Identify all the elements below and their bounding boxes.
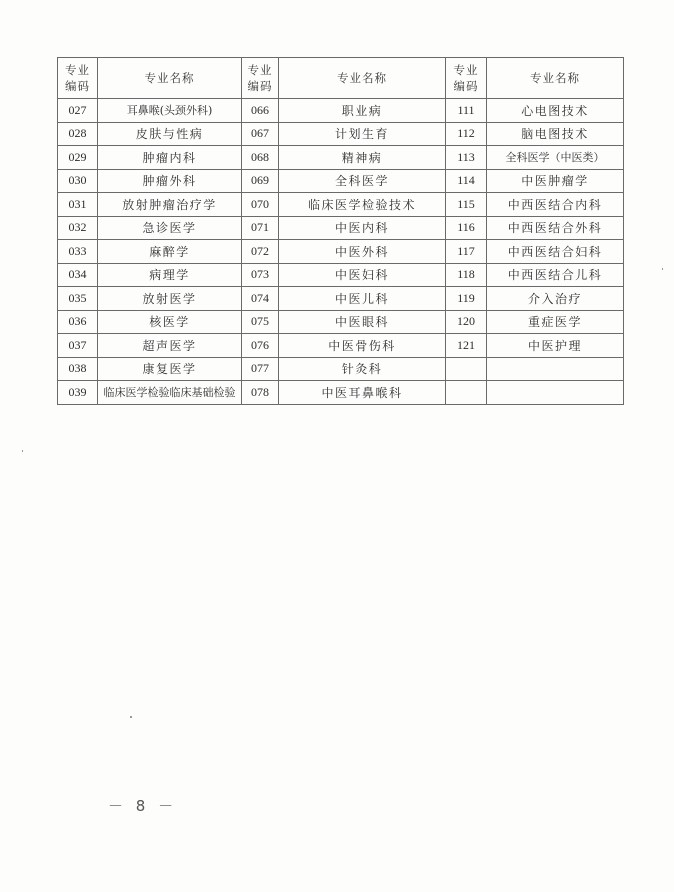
major-name-cell: 中西医结合内科: [487, 193, 624, 217]
major-name-cell: 中医妇科: [279, 263, 446, 287]
table-row: [58, 334, 624, 358]
majors-table: [57, 57, 624, 405]
major-name-cell: 放射肿瘤治疗学: [98, 193, 242, 217]
major-code-cell: 116: [446, 216, 487, 240]
major-code-cell: 115: [446, 193, 487, 217]
major-code-cell: 113: [446, 146, 487, 170]
major-name-cell: 康复医学: [98, 357, 242, 381]
major-name-cell: 放射医学: [98, 287, 242, 311]
major-code-cell: 121: [446, 334, 487, 358]
major-code-cell: 033: [58, 240, 98, 264]
major-code-cell: 038: [58, 357, 98, 381]
table-row: [58, 381, 624, 405]
table-header-row: [58, 58, 624, 99]
table-row: [58, 169, 624, 193]
page-number: － 8 －: [108, 797, 178, 815]
major-name-cell: 中西医结合儿科: [487, 263, 624, 287]
header-name-2: 专业名称: [279, 58, 446, 99]
major-code-cell: 036: [58, 310, 98, 334]
major-name-cell: 耳鼻喉(头颈外科): [98, 99, 242, 123]
major-code-cell: 066: [242, 99, 279, 123]
major-name-cell: 中医外科: [279, 240, 446, 264]
table-row: [58, 287, 624, 311]
major-code-cell: 077: [242, 357, 279, 381]
major-name-cell: [487, 357, 624, 381]
header-code-2: 专业 编码: [242, 58, 279, 99]
major-name-cell: 超声医学: [98, 334, 242, 358]
table-row: [58, 240, 624, 264]
major-name-cell: 中医内科: [279, 216, 446, 240]
major-code-cell: 118: [446, 263, 487, 287]
major-name-cell: 介入治疗: [487, 287, 624, 311]
major-name-cell: 全科医学: [279, 169, 446, 193]
table-row: [58, 263, 624, 287]
major-name-cell: [487, 381, 624, 405]
major-code-cell: 035: [58, 287, 98, 311]
major-name-cell: 中医儿科: [279, 287, 446, 311]
major-code-cell: 117: [446, 240, 487, 264]
major-name-cell: 核医学: [98, 310, 242, 334]
major-code-cell: 072: [242, 240, 279, 264]
scan-speck: [130, 716, 132, 718]
table-row: [58, 146, 624, 170]
table-row: [58, 216, 624, 240]
major-code-cell: 070: [242, 193, 279, 217]
major-name-cell: 麻醉学: [98, 240, 242, 264]
major-name-cell: 病理学: [98, 263, 242, 287]
header-name-3: 专业名称: [487, 58, 624, 99]
major-code-cell: 031: [58, 193, 98, 217]
major-code-cell: 034: [58, 263, 98, 287]
major-code-cell: [446, 357, 487, 381]
table-row: [58, 99, 624, 123]
major-code-cell: 114: [446, 169, 487, 193]
major-code-cell: 037: [58, 334, 98, 358]
major-code-cell: 074: [242, 287, 279, 311]
header-code-3: 专业 编码: [446, 58, 487, 99]
major-code-cell: 068: [242, 146, 279, 170]
table-row: [58, 122, 624, 146]
major-name-cell: 中医护理: [487, 334, 624, 358]
major-name-cell: 针灸科: [279, 357, 446, 381]
table-row: [58, 357, 624, 381]
header-code-1: 专业 编码: [58, 58, 98, 99]
major-name-cell: 精神病: [279, 146, 446, 170]
major-name-cell: 全科医学（中医类）: [487, 146, 624, 170]
major-code-cell: 028: [58, 122, 98, 146]
major-name-cell: 临床医学检验技术: [279, 193, 446, 217]
major-name-cell: 临床医学检验临床基础检验: [98, 381, 242, 405]
major-code-cell: 076: [242, 334, 279, 358]
major-name-cell: 肿瘤内科: [98, 146, 242, 170]
major-code-cell: 119: [446, 287, 487, 311]
major-code-cell: 073: [242, 263, 279, 287]
major-code-cell: 075: [242, 310, 279, 334]
major-code-cell: 039: [58, 381, 98, 405]
major-name-cell: 中西医结合外科: [487, 216, 624, 240]
major-name-cell: 计划生育: [279, 122, 446, 146]
major-name-cell: 中医耳鼻喉科: [279, 381, 446, 405]
major-name-cell: 中医肿瘤学: [487, 169, 624, 193]
major-code-cell: 029: [58, 146, 98, 170]
major-code-cell: [446, 381, 487, 405]
table-row: [58, 310, 624, 334]
scan-speck: [22, 450, 23, 452]
major-name-cell: 脑电图技术: [487, 122, 624, 146]
major-name-cell: 中医眼科: [279, 310, 446, 334]
major-name-cell: 心电图技术: [487, 99, 624, 123]
major-code-cell: 078: [242, 381, 279, 405]
major-code-cell: 112: [446, 122, 487, 146]
major-code-cell: 027: [58, 99, 98, 123]
major-name-cell: 中医骨伤科: [279, 334, 446, 358]
scan-speck: [662, 268, 663, 270]
major-code-cell: 120: [446, 310, 487, 334]
header-name-1: 专业名称: [98, 58, 242, 99]
major-name-cell: 重症医学: [487, 310, 624, 334]
major-name-cell: 急诊医学: [98, 216, 242, 240]
major-code-cell: 071: [242, 216, 279, 240]
major-code-cell: 032: [58, 216, 98, 240]
major-name-cell: 肿瘤外科: [98, 169, 242, 193]
major-name-cell: 职业病: [279, 99, 446, 123]
table-row: [58, 193, 624, 217]
major-code-cell: 030: [58, 169, 98, 193]
major-name-cell: 皮肤与性病: [98, 122, 242, 146]
major-code-cell: 067: [242, 122, 279, 146]
major-name-cell: 中西医结合妇科: [487, 240, 624, 264]
major-code-cell: 069: [242, 169, 279, 193]
major-code-cell: 111: [446, 99, 487, 123]
